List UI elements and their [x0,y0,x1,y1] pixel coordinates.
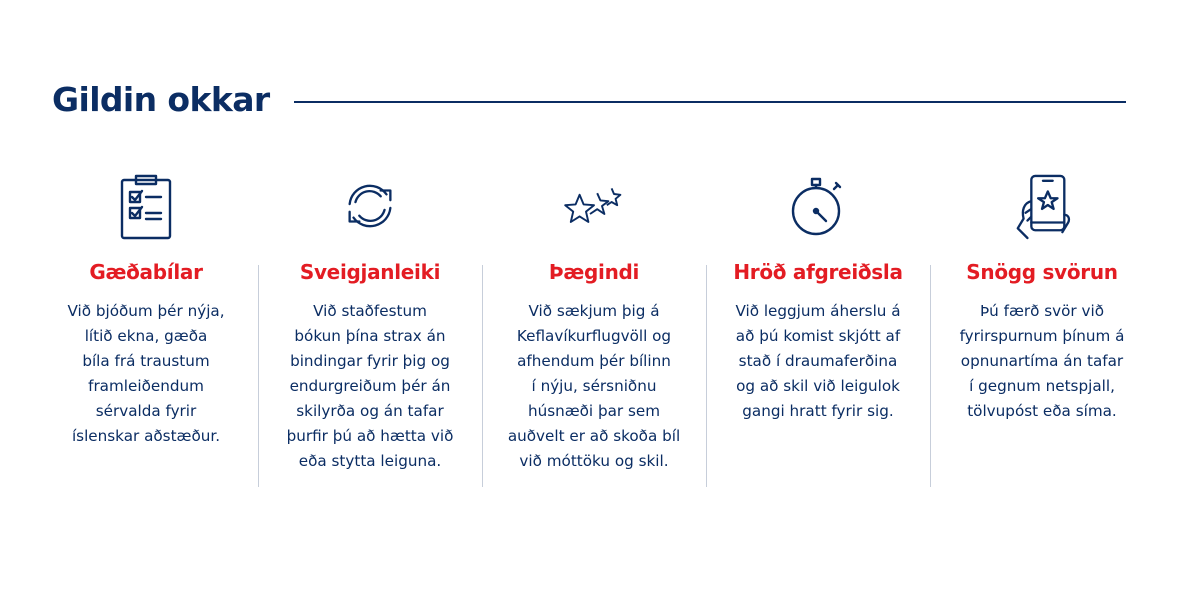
value-title: Snögg svörun [966,260,1118,284]
description-line: bókun þína strax án [294,327,446,345]
value-title: Þægindi [548,260,640,284]
description-line: Við sækjum þig á [528,302,660,320]
column-divider [482,265,483,487]
clipboard-checklist-icon [114,170,178,242]
description-line: Þú færð svör við [979,302,1104,320]
value-description [508,299,680,474]
value-item-flexibility [258,170,482,500]
stars-icon [562,170,626,242]
description-line: bindingar fyrir þig og [290,352,450,370]
description-line: í gegnum netspjall, [969,377,1115,395]
value-title: Sveigjanleiki [299,260,441,284]
value-title: Hröð afgreiðsla [733,260,903,284]
description-line: þurfir þú að hætta við [286,427,454,445]
description-line: að þú komist skjótt af [735,327,901,345]
refresh-arrows-icon [338,170,402,242]
description-line: gangi hratt fyrir sig. [742,402,894,420]
description-line: Við leggjum áherslu á [735,302,901,320]
description-line: Við staðfestum [313,302,427,320]
description-line: fyrirspurnum þínum á [959,327,1125,345]
description-line: eða stytta leiguna. [298,452,442,470]
description-line: skilyrða og án tafar [296,402,444,420]
description-line: Keflavíkurflugvöll og [516,327,672,345]
column-divider [706,265,707,487]
values-list [34,170,1154,500]
description-line: framleiðendum [88,377,204,395]
description-line: húsnæði þar sem [527,402,661,420]
description-line: sérvalda fyrir [95,402,197,420]
description-line: í nýju, sérsniðnu [531,377,657,395]
stopwatch-icon [786,170,850,242]
column-divider [258,265,259,487]
description-line: og að skil við leigulok [736,377,900,395]
value-description [735,299,900,424]
column-divider [930,265,931,487]
description-line: endurgreiðum þér án [289,377,451,395]
value-item-quality-cars [34,170,258,500]
phone-in-hand-icon [1010,170,1074,242]
description-line: stað í draumaferðina [738,352,898,370]
description-line: afhendum þér bílinn [517,352,671,370]
value-description [67,299,224,449]
section-title: Gildin okkar [52,79,270,119]
description-line: auðvelt er að skoða bíl [507,427,681,445]
description-line: lítið ekna, gæða [84,327,208,345]
value-item-quick-response [930,170,1154,500]
description-line: opnunartíma án tafar [960,352,1124,370]
value-item-fast-service [706,170,930,500]
description-line: tölvupóst eða síma. [967,402,1117,420]
description-line: Við bjóðum þér nýja, [67,302,225,320]
description-line: við móttöku og skil. [519,452,669,470]
title-rule [294,101,1126,103]
value-item-convenience [482,170,706,500]
value-title: Gæðabílar [89,260,203,284]
description-line: bíla frá traustum [82,352,210,370]
section-header [52,74,1126,124]
description-line: íslenskar aðstæður. [71,427,221,445]
value-description [287,299,454,474]
value-description [960,299,1125,424]
